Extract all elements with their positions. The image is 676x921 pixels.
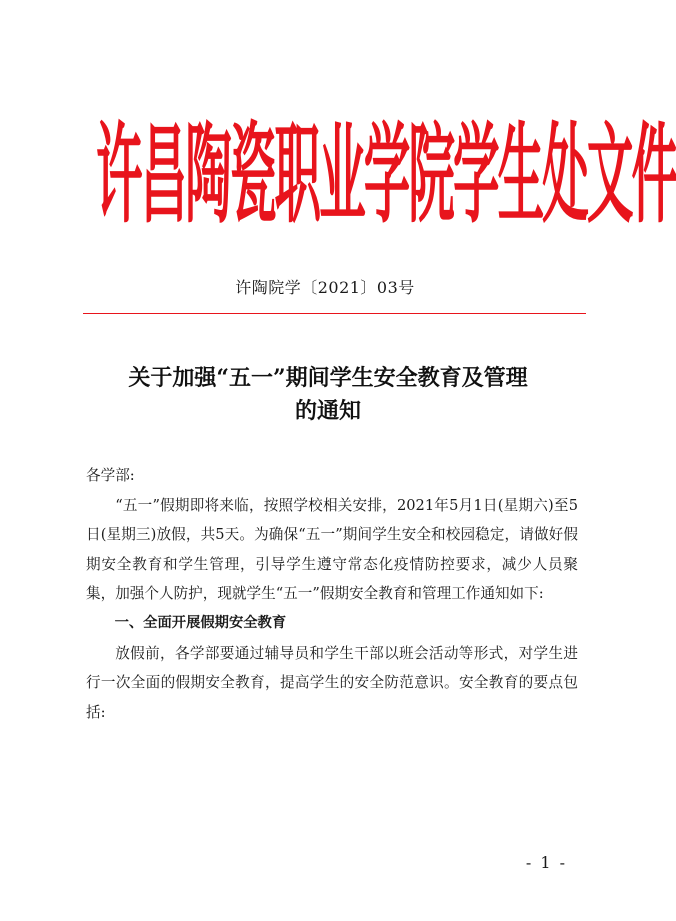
document-title [83,362,573,428]
salutation: 各学部: [86,467,135,484]
document-title-line-1: 关于加强“五一”期间学生安全教育及管理 [128,365,528,391]
letterhead-title: 许昌陶瓷职业学院学生处文件 [96,113,676,239]
body-paragraph-1: “五一”假期即将来临，按照学校相关安排，2021年5月1日(星期六)至5日(星期三)放假，共5天。为确保“五一”期间学生安全和校园稳定，请做好假期安全教育和学生管理，引导学生遵守常态化疫情防控要求，减少人员聚集，加强个人防护，现就学生“五一”假期安全教育和管理工作通知如下: [86,496,578,603]
red-divider-line [83,313,586,314]
document-title-line-2: 的通知 [294,398,361,424]
document-number: 许陶院学〔2021〕03号 [235,278,415,297]
document-body [86,461,578,727]
page-number: - 1 - [525,853,567,872]
body-paragraph-2: 放假前，各学部要通过辅导员和学生干部以班会活动等形式，对学生进行一次全面的假期安全教育，提高学生的安全防范意识。安全教育的要点包括: [86,644,578,721]
section-heading-1: 一、全面开展假期安全教育 [114,614,287,631]
letterhead [96,113,676,240]
